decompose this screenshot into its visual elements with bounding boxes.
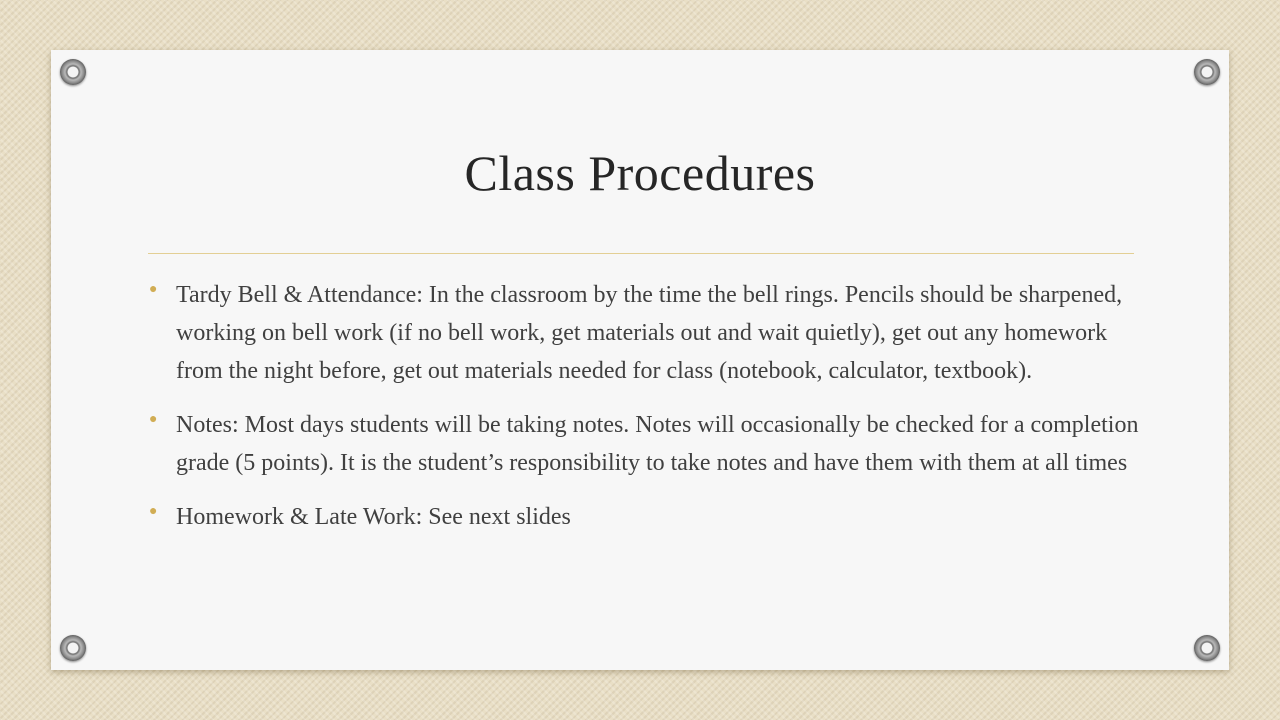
bullet-text: Homework & Late Work: See next slides bbox=[176, 504, 571, 530]
slide-title: Class Procedures bbox=[464, 145, 816, 201]
bullet-item bbox=[149, 498, 1146, 536]
bullet-dot-icon: ● bbox=[149, 412, 158, 427]
bullet-dot-icon: ● bbox=[149, 504, 158, 519]
bullet-text: Notes: Most days students will be taking notes. Notes will occasionally be checked for a completion grade (5 points). It is the student’s responsibility to take notes and have them with them at all times bbox=[176, 412, 1139, 476]
bullet-text: Tardy Bell & Attendance: In the classroom by the time the bell rings. Pencils should be sharpened, working on bell work (if no bell work, get materials out and wait quietly), get out any homework from the night before, get out materials needed for class (notebook, calculator, textbook). bbox=[176, 282, 1123, 384]
grommet-icon bbox=[60, 59, 86, 85]
grommet-icon bbox=[60, 635, 86, 661]
grommet-icon bbox=[1194, 635, 1220, 661]
bullet-list bbox=[149, 276, 1146, 552]
bullet-item bbox=[149, 406, 1146, 482]
slide-card bbox=[51, 50, 1229, 670]
grommet-icon bbox=[1194, 59, 1220, 85]
title-divider bbox=[148, 253, 1134, 254]
bullet-item bbox=[149, 276, 1146, 390]
bullet-dot-icon: ● bbox=[149, 282, 158, 297]
